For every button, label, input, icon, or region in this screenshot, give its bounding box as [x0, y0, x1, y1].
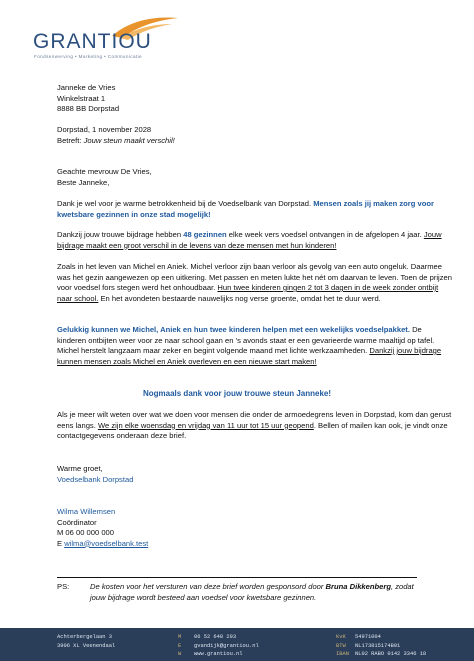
highlight-text: Mensen zoals jij maken zorg voor kwetsbare gezinnen in onze stad mogelijk!: [57, 199, 434, 219]
closing-greeting: Warme groet,: [57, 464, 103, 473]
footer-kvk: KvK 54971004: [336, 634, 381, 640]
paragraph-2: Dankzij jouw trouwe bijdrage hebben 48 gezinnen elke week vers voedsel ontvangen in de afgelopen 4 jaar. Jouw bijdrage maakt een groot verschil in de levens van deze mensen met hun kinderen!: [57, 230, 442, 250]
footer-contact: [178, 633, 259, 659]
ps-divider: [57, 577, 417, 578]
signer-email-link[interactable]: wilma@voedselbank.test: [64, 538, 149, 548]
underlined-text: Jouw bijdrage maakt een groot verschil in de levens van deze mensen met hun kinderen!: [57, 230, 442, 250]
footer: [0, 628, 474, 661]
phone-icon: M: [178, 634, 182, 640]
salutation-formal: Geachte mevrouw De Vries,: [57, 167, 152, 176]
salutation-informal: Beste Janneke,: [57, 177, 110, 187]
logo-wordmark: GRANTIOU: [33, 30, 152, 53]
thanks-line: Nogmaals dank voor jouw trouwe steun Janneke!: [142, 389, 332, 398]
paragraph-1: Dank je wel voor je warme betrokkenheid bij de Voedselbank van Dorpstad. Mensen zoals jij maken zorg voor kwetsbare gezinnen in onze stad mogelijk!: [57, 199, 434, 219]
ps-sponsor: Bruna Dikkenberg: [325, 582, 391, 591]
closing: [57, 464, 452, 485]
ps-text: De kosten voor het versturen van deze brief worden gesponsord door Bruna Dikkenberg, zodat jouw bijdrage wordt besteed aan voedsel voor kwetsbare gezinnen.: [90, 582, 414, 602]
footer-email: E gvandijk@grantiou.nl: [178, 642, 259, 649]
recipient-name: Janneke de Vries: [57, 83, 116, 92]
footer-phone: M 06 52 648 293: [178, 634, 237, 640]
signer-phone: M 06 00 000 000: [57, 528, 114, 537]
highlight-text: Gelukkig kunnen we Michel, Aniek en hun twee kinderen helpen met een wekelijks voedselpakket.: [57, 325, 410, 334]
letter-meta: [57, 125, 452, 146]
footer-btw: BTW NL173815174B01: [336, 642, 401, 649]
signer-role: Coördinator: [57, 517, 97, 527]
subject-text: Jouw steun maakt verschil!: [83, 135, 175, 145]
date-line: Dorpstad, 1 november 2028: [57, 125, 152, 134]
footer-iban: IBAN NL02 RABO 0142 3346 18: [336, 651, 427, 657]
footer-registration: [336, 633, 426, 659]
signer-email-line: E wilma@voedselbank.test: [57, 538, 149, 548]
email-icon: E: [178, 642, 182, 649]
footer-web: W www.grantiou.nl: [178, 651, 243, 657]
salutation: [57, 167, 452, 188]
subject-label: Betreft:: [57, 135, 84, 145]
underlined-text: Dankzij jouw bijdrage kunnen mensen zoals Michel en Aniek overleven en een nieuwe start maken!: [57, 346, 442, 366]
ps-label: PS:: [57, 582, 70, 591]
underlined-text: We zijn elke woensdag en vrijdag van 11 uur tot 15 uur geopend: [97, 420, 314, 430]
closing-org: Voedselbank Dorpstad: [57, 474, 134, 484]
paragraph-5: Als je meer wilt weten over wat we doen voor mensen die onder de armoedegrens leven in Dorpstad, kom dan gerust eens langs. We zijn elke woensdag en vrijdag van 11 uur tot 15 uur geopend. Bellen of mailen kan ook, je vindt onze contactgegevens onderaan deze brief.: [57, 410, 452, 440]
underlined-text: Hun twee kinderen gingen 2 tot 3 dagen in de week zonder ontbijt naar school.: [57, 283, 439, 303]
signer-name: Wilma Willemsen: [57, 507, 116, 516]
paragraph-3: Zoals in het leven van Michel en Aniek. Michel verloor zijn baan verloor als gevolg van een auto ongeluk. Daarmee was het gezin aangewezen op een uitkering. Met passen en meten lukte het nét om daarvan te leven. Toen de prijzen voor voedsel fors stegen werd het onhoudbaar. Hun twee kinderen gingen 2 tot 3 dagen in de week zonder ontbijt naar school. En het avondeten bestaarde nauwelijks nog verse groente, omdat het te duur werd.: [57, 262, 452, 303]
paragraph-4: Gelukkig kunnen we Michel, Aniek en hun twee kinderen helpen met een wekelijks voedselpakket. De kinderen ontbijten weer voor ze naar school gaan en ’s avonds staat er een gevarieerde warme maaltijd op tafel. Michel herstelt langzaam maar zeker en begint volgende maand met lichte werkzaamheden. Dankzij jouw bijdrage kunnen mensen zoals Michel en Aniek overleven en een nieuwe start maken!: [57, 325, 442, 366]
grantiou-logo: [30, 14, 180, 66]
recipient-address: [57, 83, 452, 115]
web-icon: W: [178, 651, 182, 657]
footer-address: Achterbergelaan 3 3906 XL Veenendaal: [57, 634, 116, 649]
recipient-street: Winkelstraat 1: [57, 93, 106, 103]
subject-line: [57, 136, 452, 147]
logo-tagline: Fondsenwerving • Marketing • Communicatie: [34, 54, 142, 59]
highlight-count: 48 gezinnen: [183, 230, 227, 239]
recipient-city: 8888 BB Dorpstad: [57, 104, 120, 113]
signer-block: [57, 507, 452, 549]
